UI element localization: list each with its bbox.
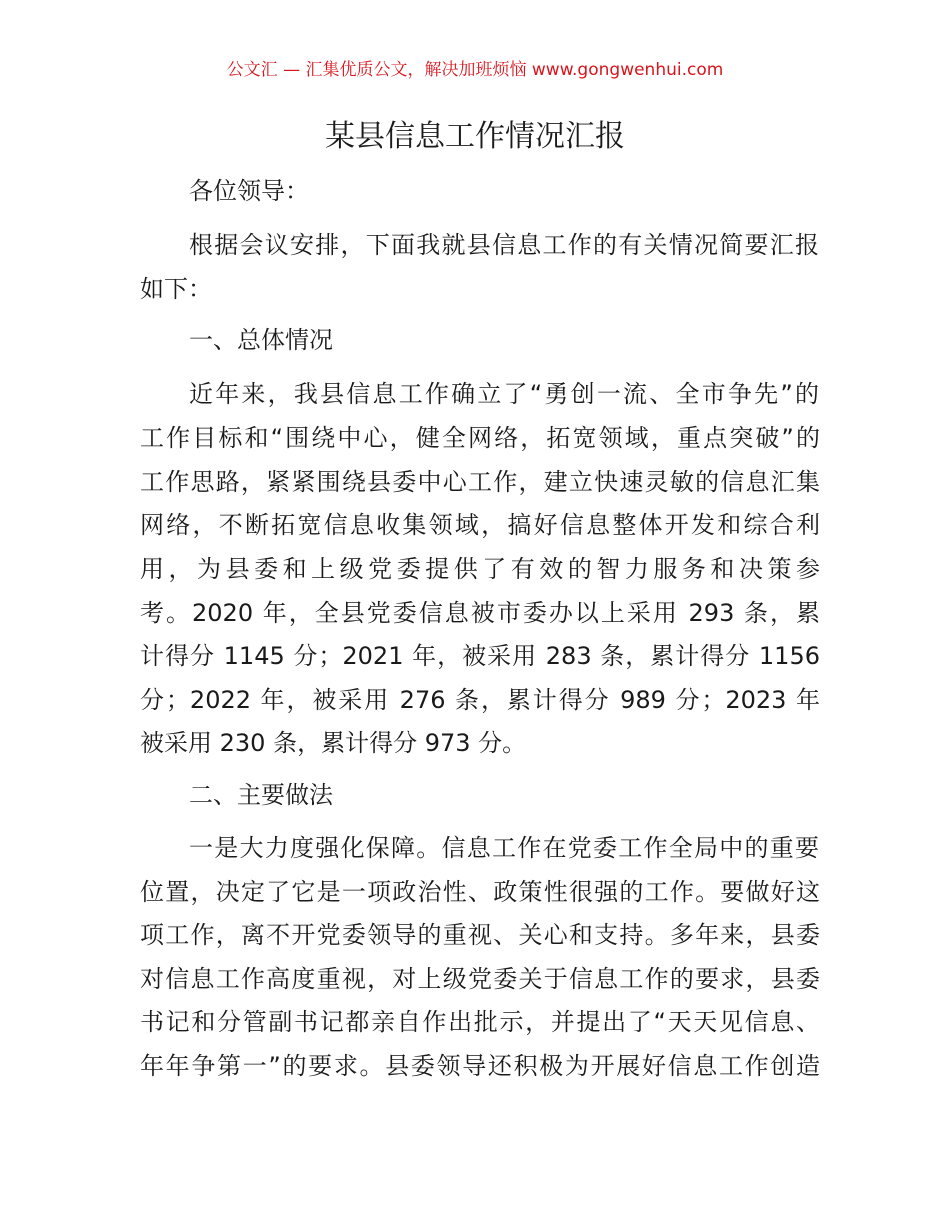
- intro-line: 根据会议安排，下面我就县信息工作的有关情况简要汇报: [189, 231, 819, 259]
- paragraph-line: 分；2022 年，被采用 276 条，累计得分 989 分；2023 年: [140, 686, 820, 714]
- paragraph-line: 书记和分管副书记都亲自作出批示，并提出了“天天见信息、: [140, 1008, 820, 1036]
- salutation: 各位领导：: [189, 177, 309, 205]
- paragraph-line: 考。2020 年，全县党委信息被市委办以上采用 293 条，累: [140, 599, 820, 627]
- paragraph-line: 工作思路，紧紧围绕县委中心工作，建立快速灵敏的信息汇集: [140, 468, 820, 496]
- paragraph-line: 一是大力度强化保障。信息工作在党委工作全局中的重要: [189, 834, 819, 862]
- paragraph-line: 年年争第一”的要求。县委领导还积极为开展好信息工作创造: [140, 1052, 820, 1080]
- paragraph-line: 工作目标和“围绕中心，健全网络，拓宽领域，重点突破”的: [140, 424, 820, 452]
- intro-line: 如下：: [140, 275, 212, 303]
- paragraph-line: 被采用 230 条，累计得分 973 分。: [140, 729, 527, 757]
- paragraph-line: 近年来，我县信息工作确立了“勇创一流、全市争先”的: [189, 380, 819, 408]
- document-title: 某县信息工作情况汇报: [325, 119, 625, 154]
- paragraph-line: 对信息工作高度重视，对上级党委关于信息工作的要求，县委: [140, 965, 820, 993]
- section-heading: 二、主要做法: [189, 781, 333, 809]
- section-heading: 一、总体情况: [189, 326, 333, 354]
- paragraph-line: 网络，不断拓宽信息收集领域，搞好信息整体开发和综合利: [140, 511, 820, 539]
- paragraph-line: 用，为县委和上级党委提供了有效的智力服务和决策参: [140, 555, 820, 583]
- paragraph-line: 项工作，离不开党委领导的重视、关心和支持。多年来，县委: [140, 921, 820, 949]
- paragraph-line: 计得分 1145 分；2021 年，被采用 283 条，累计得分 1156: [140, 642, 820, 670]
- paragraph-line: 位置，决定了它是一项政治性、政策性很强的工作。要做好这: [140, 878, 820, 906]
- site-banner: 公文汇 — 汇集优质公文，解决加班烦恼 www.gongwenhui.com: [226, 60, 724, 80]
